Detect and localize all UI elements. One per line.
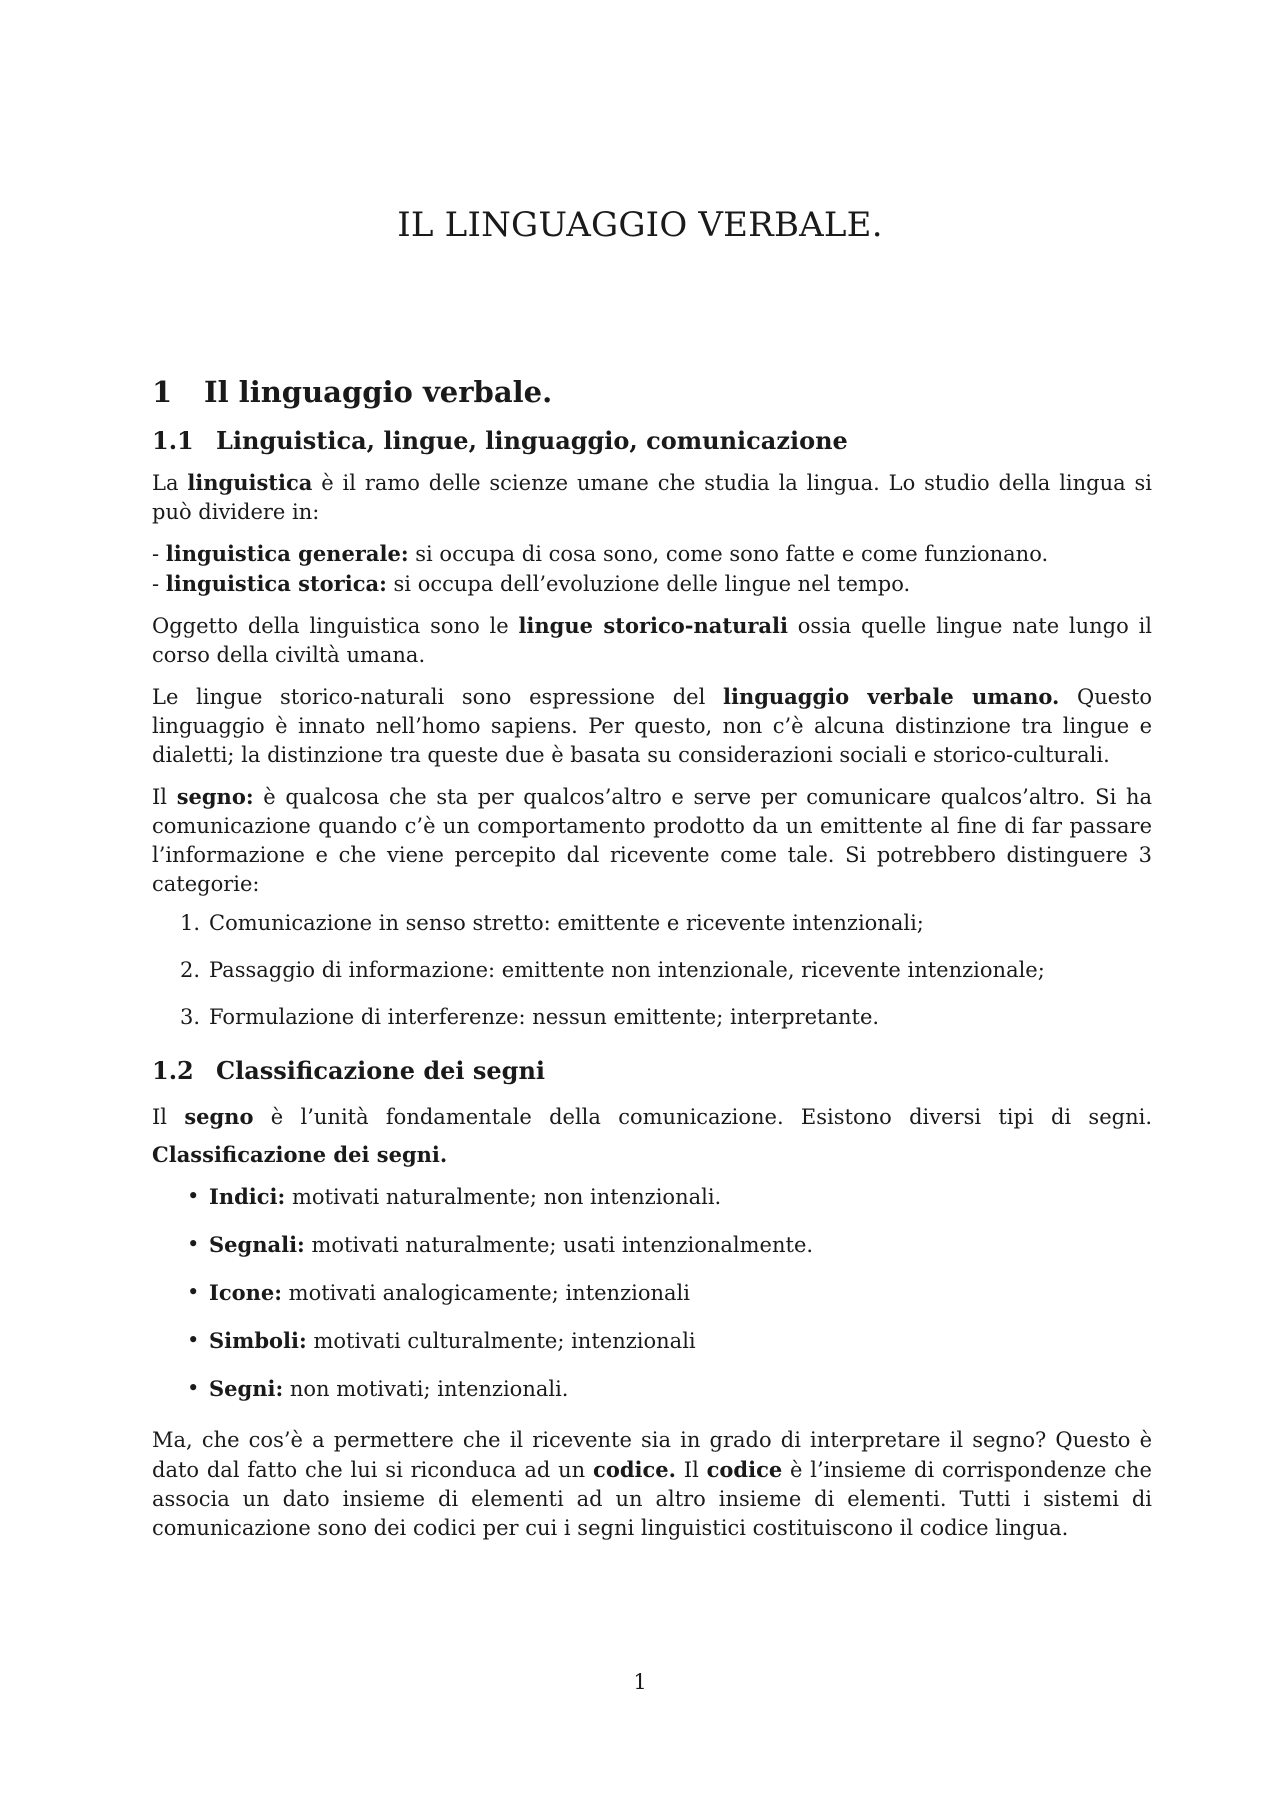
subsection-title: Linguistica, lingue, linguaggio, comunicazione — [216, 426, 848, 455]
list-item: • Icone: motivati analogicamente; intenzionali — [187, 1280, 690, 1305]
document-title: IL LINGUAGGIO VERBALE. — [397, 205, 883, 245]
list-item: • Indici: motivati naturalmente; non intenzionali. — [187, 1184, 722, 1209]
subsection-heading — [152, 424, 1152, 458]
dash-item-generale: - linguistica generale: si occupa di cosa sono, come sono fatte e come funzionano. — [152, 541, 1049, 566]
document-body — [152, 372, 1152, 1543]
bullet-list — [152, 1182, 1152, 1404]
section-heading — [152, 372, 1152, 412]
list-item: 3. Formulazione di interferenze: nessun emittente; interpretante. — [180, 1005, 880, 1029]
subsection-number: 1.2 — [152, 1056, 194, 1085]
section-number: 1 — [152, 375, 173, 409]
dash-item-storica: - linguistica storica: si occupa dell’evoluzione delle lingue nel tempo. — [152, 571, 911, 596]
paragraph-oggetto: Oggetto della linguistica sono le lingue storico-naturali ossia quelle lingue nate lungo il corso della civiltà umana. — [152, 613, 1153, 667]
list-item: • Simboli: motivati culturalmente; intenzionali — [187, 1328, 696, 1353]
paragraph-lingue: Le lingue storico-naturali sono espressione del linguaggio verbale umano. Questo linguaggio è innato nell’homo sapiens. Per questo, non c’è alcuna distinzione tra lingue e dialetti; la distinzione tra queste due è basata su considerazioni sociali e storico-culturali. — [152, 684, 1153, 767]
subsection-number: 1.1 — [152, 426, 194, 455]
list-item: 2. Passaggio di informazione: emittente non intenzionale, ricevente intenzionale; — [180, 958, 1045, 982]
paragraph-codice: Ma, che cos’è a permettere che il ricevente sia in grado di interpretare il segno? Questo è dato dal fatto che lui si riconduca ad un codice. Il codice è l’insieme di corrispondenze che associa un dato insieme di elementi ad un altro insieme di elementi. Tutti i sistemi di comunicazione sono dei codici per cui i segni linguistici costituiscono il codice lingua. — [152, 1428, 1152, 1540]
section-title: Il linguaggio verbale. — [204, 375, 553, 409]
list-item: 1. Comunicazione in senso stretto: emittente e ricevente intenzionali; — [180, 911, 924, 935]
list-item: • Segni: non motivati; intenzionali. — [187, 1376, 569, 1401]
numbered-list — [152, 909, 1152, 1032]
list-item: • Segnali: motivati naturalmente; usati intenzionalmente. — [187, 1232, 814, 1257]
page-number: 1 — [633, 1670, 647, 1694]
paragraph-linguistica: La linguistica è il ramo delle scienze umane che studia la lingua. Lo studio della lingua si può dividere in: — [152, 470, 1152, 524]
paragraph-segno: Il segno: è qualcosa che sta per qualcos’altro e serve per comunicare qualcos’altro. Si ha comunicazione quando c’è un comportamento prodotto da un emittente al fine di far passare l’informazione e che viene percepito dal ricevente come tale. Si potrebbero distinguere 3 categorie: — [152, 784, 1152, 896]
subsection-heading — [152, 1054, 1152, 1088]
paragraph-classificazione: Il segno è l’unità fondamentale della comunicazione. Esistono diversi tipi di segni. Classificazione dei segni. — [152, 1104, 1152, 1167]
subsection-title: Classificazione dei segni — [216, 1056, 546, 1085]
